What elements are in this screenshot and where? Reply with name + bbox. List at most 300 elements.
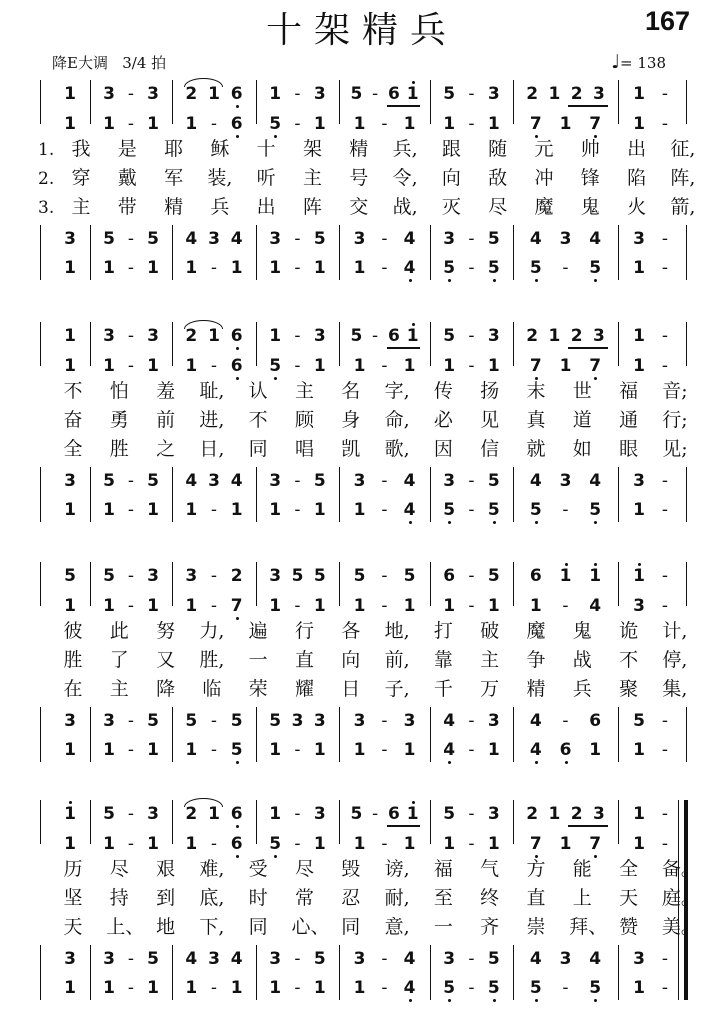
note: 4 [403, 229, 416, 249]
note: 1 [208, 84, 220, 104]
barline [618, 707, 619, 762]
eighth-note-underline [387, 105, 421, 107]
verse-number: 2. [38, 169, 55, 189]
note: 5 [487, 229, 500, 249]
note: 5 [529, 978, 542, 998]
lyric-syllable: 上 [572, 887, 592, 909]
quarter-note-icon: ♩ [611, 51, 621, 73]
note: 1 [64, 84, 76, 104]
note: 5 [443, 804, 456, 824]
note: 1 [147, 596, 159, 616]
lyric-syllable: 陷 [627, 167, 647, 189]
note-dash: - [661, 804, 669, 824]
time-signature: 3/4 拍 [122, 54, 167, 72]
barline [513, 800, 514, 844]
note: 5 [269, 834, 282, 854]
barline [172, 225, 173, 280]
barline [256, 467, 257, 522]
lyric-syllable: 到 [156, 887, 176, 909]
barline [618, 80, 619, 124]
lyric-syllable: 又 [156, 649, 176, 671]
lyric-syllable: 遍 [248, 620, 268, 642]
note-dash: - [294, 114, 301, 134]
note: 6 [443, 566, 456, 586]
low-octave-dot [236, 135, 239, 138]
note-dash: - [127, 596, 135, 616]
note: 1 [185, 356, 198, 376]
note-dash: - [661, 258, 669, 278]
lyric-syllable: 号 [349, 167, 369, 189]
note: 3 [147, 804, 159, 824]
lyric-syllable: 荣 [248, 678, 268, 700]
note-dash: - [381, 978, 388, 998]
note: 4 [529, 949, 542, 969]
note: 1 [403, 740, 416, 760]
note: 1 [230, 500, 243, 520]
note: 1 [406, 84, 419, 104]
note: 1 [353, 114, 366, 134]
note: 7 [589, 834, 602, 854]
note: 1 [269, 84, 282, 104]
note-dash: - [127, 229, 135, 249]
low-octave-dot [236, 347, 239, 350]
note: 1 [208, 804, 220, 824]
lyric-syllable: 鬼 [572, 620, 592, 642]
note-dash: - [468, 596, 475, 616]
lyric-syllable: 历 [63, 858, 83, 880]
lyric-syllable: 敌 [488, 167, 508, 189]
lyric-syllable: 毁 [341, 858, 361, 880]
note: 4 [403, 978, 416, 998]
lyric-syllable: 千 [433, 678, 453, 700]
high-octave-dot [638, 563, 641, 566]
note: 3 [64, 229, 76, 249]
note-dash: - [127, 326, 135, 346]
note: 1 [548, 326, 561, 346]
note: 5 [230, 711, 243, 731]
note-dash: - [661, 566, 669, 586]
lyric-syllable: 坚 [63, 887, 83, 909]
note-dash: - [381, 471, 388, 491]
note: 1 [633, 326, 645, 346]
note: 1 [353, 500, 366, 520]
lyric-syllable: 主 [302, 167, 322, 189]
note-dash: - [127, 804, 135, 824]
note-dash: - [661, 740, 669, 760]
note: 2 [230, 566, 243, 586]
note: 5 [403, 566, 416, 586]
lyric-syllable: 主 [294, 380, 314, 402]
note: 1 [443, 596, 456, 616]
lyric-syllable: 持 [109, 887, 129, 909]
lyric-syllable: 一 [248, 649, 268, 671]
note: 4 [443, 740, 456, 760]
barline [172, 562, 173, 606]
lyric-syllable: 集, [662, 678, 688, 700]
note: 2 [570, 326, 583, 346]
note: 1 [487, 596, 500, 616]
lyric-syllable: 一 [433, 916, 453, 938]
lyric-syllable: 行; [662, 409, 688, 431]
lyric-syllable: 聚 [619, 678, 639, 700]
high-octave-dot [412, 323, 415, 326]
note: 5 [185, 711, 198, 731]
lyric-syllable: 诡 [619, 620, 639, 642]
barline [618, 945, 619, 1000]
lyric-syllable: 地 [156, 916, 176, 938]
note: 5 [313, 566, 326, 586]
note: 1 [487, 740, 500, 760]
lyric-syllable: 地, [384, 620, 410, 642]
lyric-syllable: 耶 [164, 138, 184, 160]
lyric-syllable: 命, [384, 409, 410, 431]
lyric-syllable: 尽 [488, 196, 508, 218]
low-octave-dot [535, 521, 538, 524]
note: 4 [185, 949, 198, 969]
note: 3 [269, 566, 282, 586]
lyric-syllable: 精 [349, 138, 369, 160]
note: 1 [313, 740, 326, 760]
note-dash: - [210, 566, 218, 586]
note-dash: - [562, 596, 569, 616]
note: 6 [529, 566, 542, 586]
note-dash: - [372, 326, 379, 346]
lyric-syllable: 战, [392, 196, 418, 218]
lyric-syllable: 福 [433, 858, 453, 880]
note-dash: - [127, 258, 135, 278]
lyric-syllable: 怕 [109, 380, 129, 402]
note-dash: - [127, 471, 135, 491]
note: 1 [313, 258, 326, 278]
lyric-syllable: 战 [572, 649, 592, 671]
note-dash: - [468, 804, 475, 824]
barline [684, 945, 688, 1000]
note: 1 [269, 500, 282, 520]
note-dash: - [127, 114, 135, 134]
note: 1 [269, 978, 282, 998]
note: 3 [403, 711, 416, 731]
note: 1 [64, 258, 76, 278]
note: 3 [208, 949, 220, 969]
note: 1 [633, 114, 645, 134]
note: 1 [185, 596, 198, 616]
lyric-syllable: 终 [480, 887, 500, 909]
note: 3 [353, 949, 366, 969]
lyric-syllable: 身 [341, 409, 361, 431]
lyric-syllable: 世 [572, 380, 592, 402]
lyric-syllable: 降 [156, 678, 176, 700]
note: 4 [529, 229, 542, 249]
barline [256, 562, 257, 606]
note: 5 [313, 949, 326, 969]
note: 3 [487, 711, 500, 731]
note: 1 [147, 500, 159, 520]
lyric-syllable: 不 [248, 409, 268, 431]
note: 4 [230, 949, 243, 969]
barline [513, 80, 514, 124]
barline [339, 322, 340, 366]
lyric-syllable: 进, [199, 409, 225, 431]
note: 6 [589, 711, 602, 731]
lyric-syllable: 主 [71, 196, 91, 218]
note: 3 [353, 711, 366, 731]
lyric-syllable: 歌, [384, 438, 410, 460]
barline [686, 322, 687, 366]
note: 4 [403, 471, 416, 491]
note: 5 [443, 258, 456, 278]
low-octave-dot [274, 855, 277, 858]
note-dash: - [294, 500, 301, 520]
lyric-syllable: 带 [117, 196, 137, 218]
note: 3 [64, 949, 76, 969]
barline [40, 945, 41, 1000]
lyric-syllable: 万 [480, 678, 500, 700]
lyric-syllable: 灭 [441, 196, 461, 218]
note: 5 [353, 566, 366, 586]
slur-mark [184, 320, 223, 329]
note-dash: - [294, 258, 301, 278]
lyric-syllable: 争 [526, 649, 546, 671]
note-dash: - [381, 229, 388, 249]
lyric-syllable: 靠 [433, 649, 453, 671]
note: 6 [230, 114, 243, 134]
low-octave-dot [594, 521, 597, 524]
lyric-syllable: 向 [441, 167, 461, 189]
note: 1 [64, 500, 76, 520]
note: 3 [147, 566, 159, 586]
note: 5 [269, 114, 282, 134]
note: 1 [633, 834, 645, 854]
low-octave-dot [448, 521, 451, 524]
lyric-syllable: 天 [619, 887, 639, 909]
lyric-syllable: 信 [480, 438, 500, 460]
barline [339, 562, 340, 606]
lyric-syllable: 鬼 [580, 196, 600, 218]
note: 1 [64, 978, 76, 998]
note: 6 [559, 740, 572, 760]
note: 1 [64, 326, 76, 346]
lyric-syllable: 兵 [572, 678, 592, 700]
note: 7 [529, 834, 542, 854]
note: 3 [633, 471, 645, 491]
barline [686, 562, 687, 606]
note: 1 [353, 978, 366, 998]
high-octave-dot [565, 563, 568, 566]
lyric-syllable: 拜、 [569, 916, 608, 938]
lyric-syllable: 全 [619, 858, 639, 880]
lyric-syllable: 意, [384, 916, 410, 938]
barline [339, 800, 340, 844]
lyric-syllable: 道 [572, 409, 592, 431]
lyric-syllable: 日 [341, 678, 361, 700]
barline [40, 467, 41, 522]
barline [172, 945, 173, 1000]
note: 5 [313, 471, 326, 491]
note-dash: - [372, 84, 379, 104]
note: 1 [633, 978, 645, 998]
note-dash: - [562, 500, 569, 520]
lyric-syllable: 胜 [109, 438, 129, 460]
note: 1 [313, 978, 326, 998]
note-dash: - [468, 84, 475, 104]
barline [618, 562, 619, 606]
note: 1 [147, 356, 159, 376]
barline [430, 80, 431, 124]
low-octave-dot [535, 999, 538, 1002]
note: 1 [589, 740, 602, 760]
lyric-syllable: 音; [662, 380, 688, 402]
lyric-syllable: 军 [164, 167, 184, 189]
lyric-syllable: 备。 [661, 858, 700, 880]
note: 1 [353, 834, 366, 854]
barline [430, 945, 431, 1000]
note: 1 [313, 356, 326, 376]
note: 5 [147, 229, 159, 249]
note-dash: - [468, 114, 475, 134]
lyric-syllable: 尽 [109, 858, 129, 880]
note: 3 [313, 804, 326, 824]
lyric-syllable: 必 [433, 409, 453, 431]
lyric-syllable: 彼 [63, 620, 83, 642]
note: 1 [633, 740, 645, 760]
note: 1 [313, 500, 326, 520]
note: 5 [230, 740, 243, 760]
note: 7 [529, 114, 542, 134]
note: 6 [230, 356, 243, 376]
note-dash: - [381, 356, 388, 376]
key-label: 降E大调 [52, 54, 108, 72]
note-dash: - [468, 258, 475, 278]
note: 1 [403, 114, 416, 134]
note: 6 [387, 326, 400, 346]
barline [172, 800, 173, 844]
note: 3 [64, 471, 76, 491]
lyric-syllable: 锋 [580, 167, 600, 189]
low-octave-dot [236, 617, 239, 620]
note-dash: - [381, 500, 388, 520]
eighth-note-underline [568, 825, 609, 827]
note: 5 [633, 711, 645, 731]
note: 3 [208, 471, 220, 491]
note: 1 [403, 356, 416, 376]
barline [513, 562, 514, 606]
tempo-marking [611, 51, 666, 73]
note: 1 [147, 740, 159, 760]
note: 5 [443, 84, 456, 104]
note-dash: - [294, 471, 301, 491]
barline [618, 800, 619, 844]
note-dash: - [294, 84, 301, 104]
lyric-syllable: 底, [199, 887, 225, 909]
lyric-syllable: 破 [480, 620, 500, 642]
note: 1 [147, 258, 159, 278]
lyric-syllable: 穿 [71, 167, 91, 189]
high-octave-dot [412, 81, 415, 84]
note: 5 [487, 566, 500, 586]
barline [40, 322, 41, 366]
lyric-syllable: 羞 [156, 380, 176, 402]
note: 3 [313, 84, 326, 104]
lyric-syllable: 听 [256, 167, 276, 189]
note: 5 [487, 978, 500, 998]
low-octave-dot [594, 279, 597, 282]
lyric-syllable: 行 [294, 620, 314, 642]
note-dash: - [661, 471, 669, 491]
barline [90, 467, 91, 522]
lyric-syllable: 力, [199, 620, 225, 642]
low-octave-dot [448, 279, 451, 282]
note: 3 [633, 229, 645, 249]
note: 2 [526, 84, 539, 104]
lyric-syllable: 打 [433, 620, 453, 642]
lyric-syllable: 齐 [480, 916, 500, 938]
lyric-syllable: 奋 [63, 409, 83, 431]
lyric-syllable: 尽 [294, 858, 314, 880]
lyric-syllable: 魔 [526, 620, 546, 642]
note: 1 [406, 326, 419, 346]
lyric-syllable: 见; [662, 438, 688, 460]
note: 1 [103, 500, 115, 520]
note: 1 [633, 356, 645, 376]
barline [430, 800, 431, 844]
barline [339, 467, 340, 522]
note: 3 [313, 326, 326, 346]
lyric-syllable: 时 [248, 887, 268, 909]
note: 5 [291, 566, 304, 586]
lyric-syllable: 唱 [294, 438, 314, 460]
note: 2 [185, 84, 198, 104]
note-dash: - [468, 471, 475, 491]
note: 7 [529, 356, 542, 376]
note-dash: - [468, 711, 475, 731]
barline [430, 707, 431, 762]
note: 1 [185, 500, 198, 520]
barline [686, 80, 687, 124]
note-dash: - [468, 229, 475, 249]
lyric-syllable: 末 [526, 380, 546, 402]
barline [513, 945, 514, 1000]
lyric-syllable: 跟 [441, 138, 461, 160]
note: 3 [103, 84, 115, 104]
note: 1 [548, 84, 561, 104]
note-dash: - [562, 711, 569, 731]
barline [339, 225, 340, 280]
high-octave-dot [69, 801, 72, 804]
note-dash: - [468, 834, 475, 854]
lyric-syllable: 方 [526, 858, 546, 880]
low-octave-dot [274, 377, 277, 380]
low-octave-dot [409, 279, 412, 282]
note: 1 [103, 356, 115, 376]
note: 1 [589, 566, 602, 586]
note: 1 [103, 596, 115, 616]
lyric-syllable: 同 [248, 916, 268, 938]
note: 3 [559, 471, 572, 491]
lyric-syllable: 赞 [619, 916, 639, 938]
lyric-syllable: 耀 [294, 678, 314, 700]
barline [40, 225, 41, 280]
note-dash: - [127, 84, 135, 104]
lyric-syllable: 能 [572, 858, 592, 880]
note: 3 [64, 711, 76, 731]
barline [686, 467, 687, 522]
note: 1 [185, 258, 198, 278]
note-dash: - [661, 326, 669, 346]
note: 7 [230, 596, 243, 616]
lyric-syllable: 通 [619, 409, 639, 431]
lyric-syllable: 在 [63, 678, 83, 700]
note: 3 [633, 596, 645, 616]
